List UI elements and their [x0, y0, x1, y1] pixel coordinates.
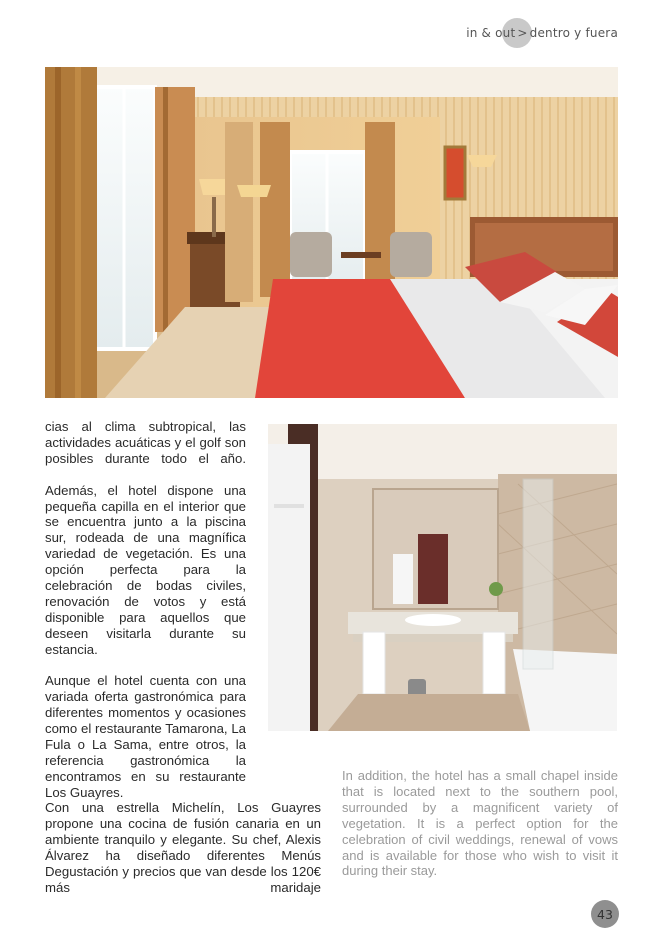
page-number-badge	[591, 900, 619, 928]
hotel-bedroom-photo	[45, 67, 618, 398]
header-part-2: dentro y fuera	[529, 26, 618, 40]
header-part-1: in & out	[466, 26, 516, 40]
bedroom-illustration	[45, 67, 618, 398]
spanish-paragraph-1: cias al clima subtropical, las actividades acuáticas y el golf son posibles durante todo el año.	[45, 419, 246, 466]
english-paragraph-1: In addition, the hotel has a small chapel inside that is located next to the southern pool, surrounded by a magnificent variety of vegetation. It is a perfect option for the celebration of civil weddings, renewal of vows and is available for those who wish to visit it during their stay.	[342, 768, 618, 879]
spanish-text-column	[45, 419, 246, 801]
spanish-paragraph-4: Con una estrella Michelín, Los Guayres propone una cocina de fusión canaria en un ambiente tranquilo y elegante. Su chef, Alexis Álvarez ha diseñado diferentes Menús Degustación y precios que van desde los 120€ más maridaje	[45, 800, 321, 895]
english-text-column	[342, 768, 618, 879]
hotel-bathroom-photo	[268, 424, 617, 731]
spanish-text-bottom	[45, 800, 321, 895]
bathroom-illustration	[268, 424, 617, 731]
page-number: 43	[597, 906, 613, 922]
spanish-paragraph-3: Aunque el hotel cuenta con una variada oferta gastronómica para diferentes momentos y ocasiones como el restaurante Tamarona, La Fula o La Sama, entre otros, la referencia gastronómica la encontramos en su restaurante Los Guayres.	[45, 673, 246, 800]
section-header	[466, 20, 618, 46]
spanish-paragraph-2: Además, el hotel dispone una pequeña capilla en el interior que se encuentra junto a la piscina sur, rodeada de una magnífica variedad de vegetación. Es una opción perfecta para la celebración de bodas civiles, renovación de votos y está disponible para aquellos que deseen visitarla durante su estancia.	[45, 482, 246, 657]
header-separator: >	[517, 26, 528, 40]
